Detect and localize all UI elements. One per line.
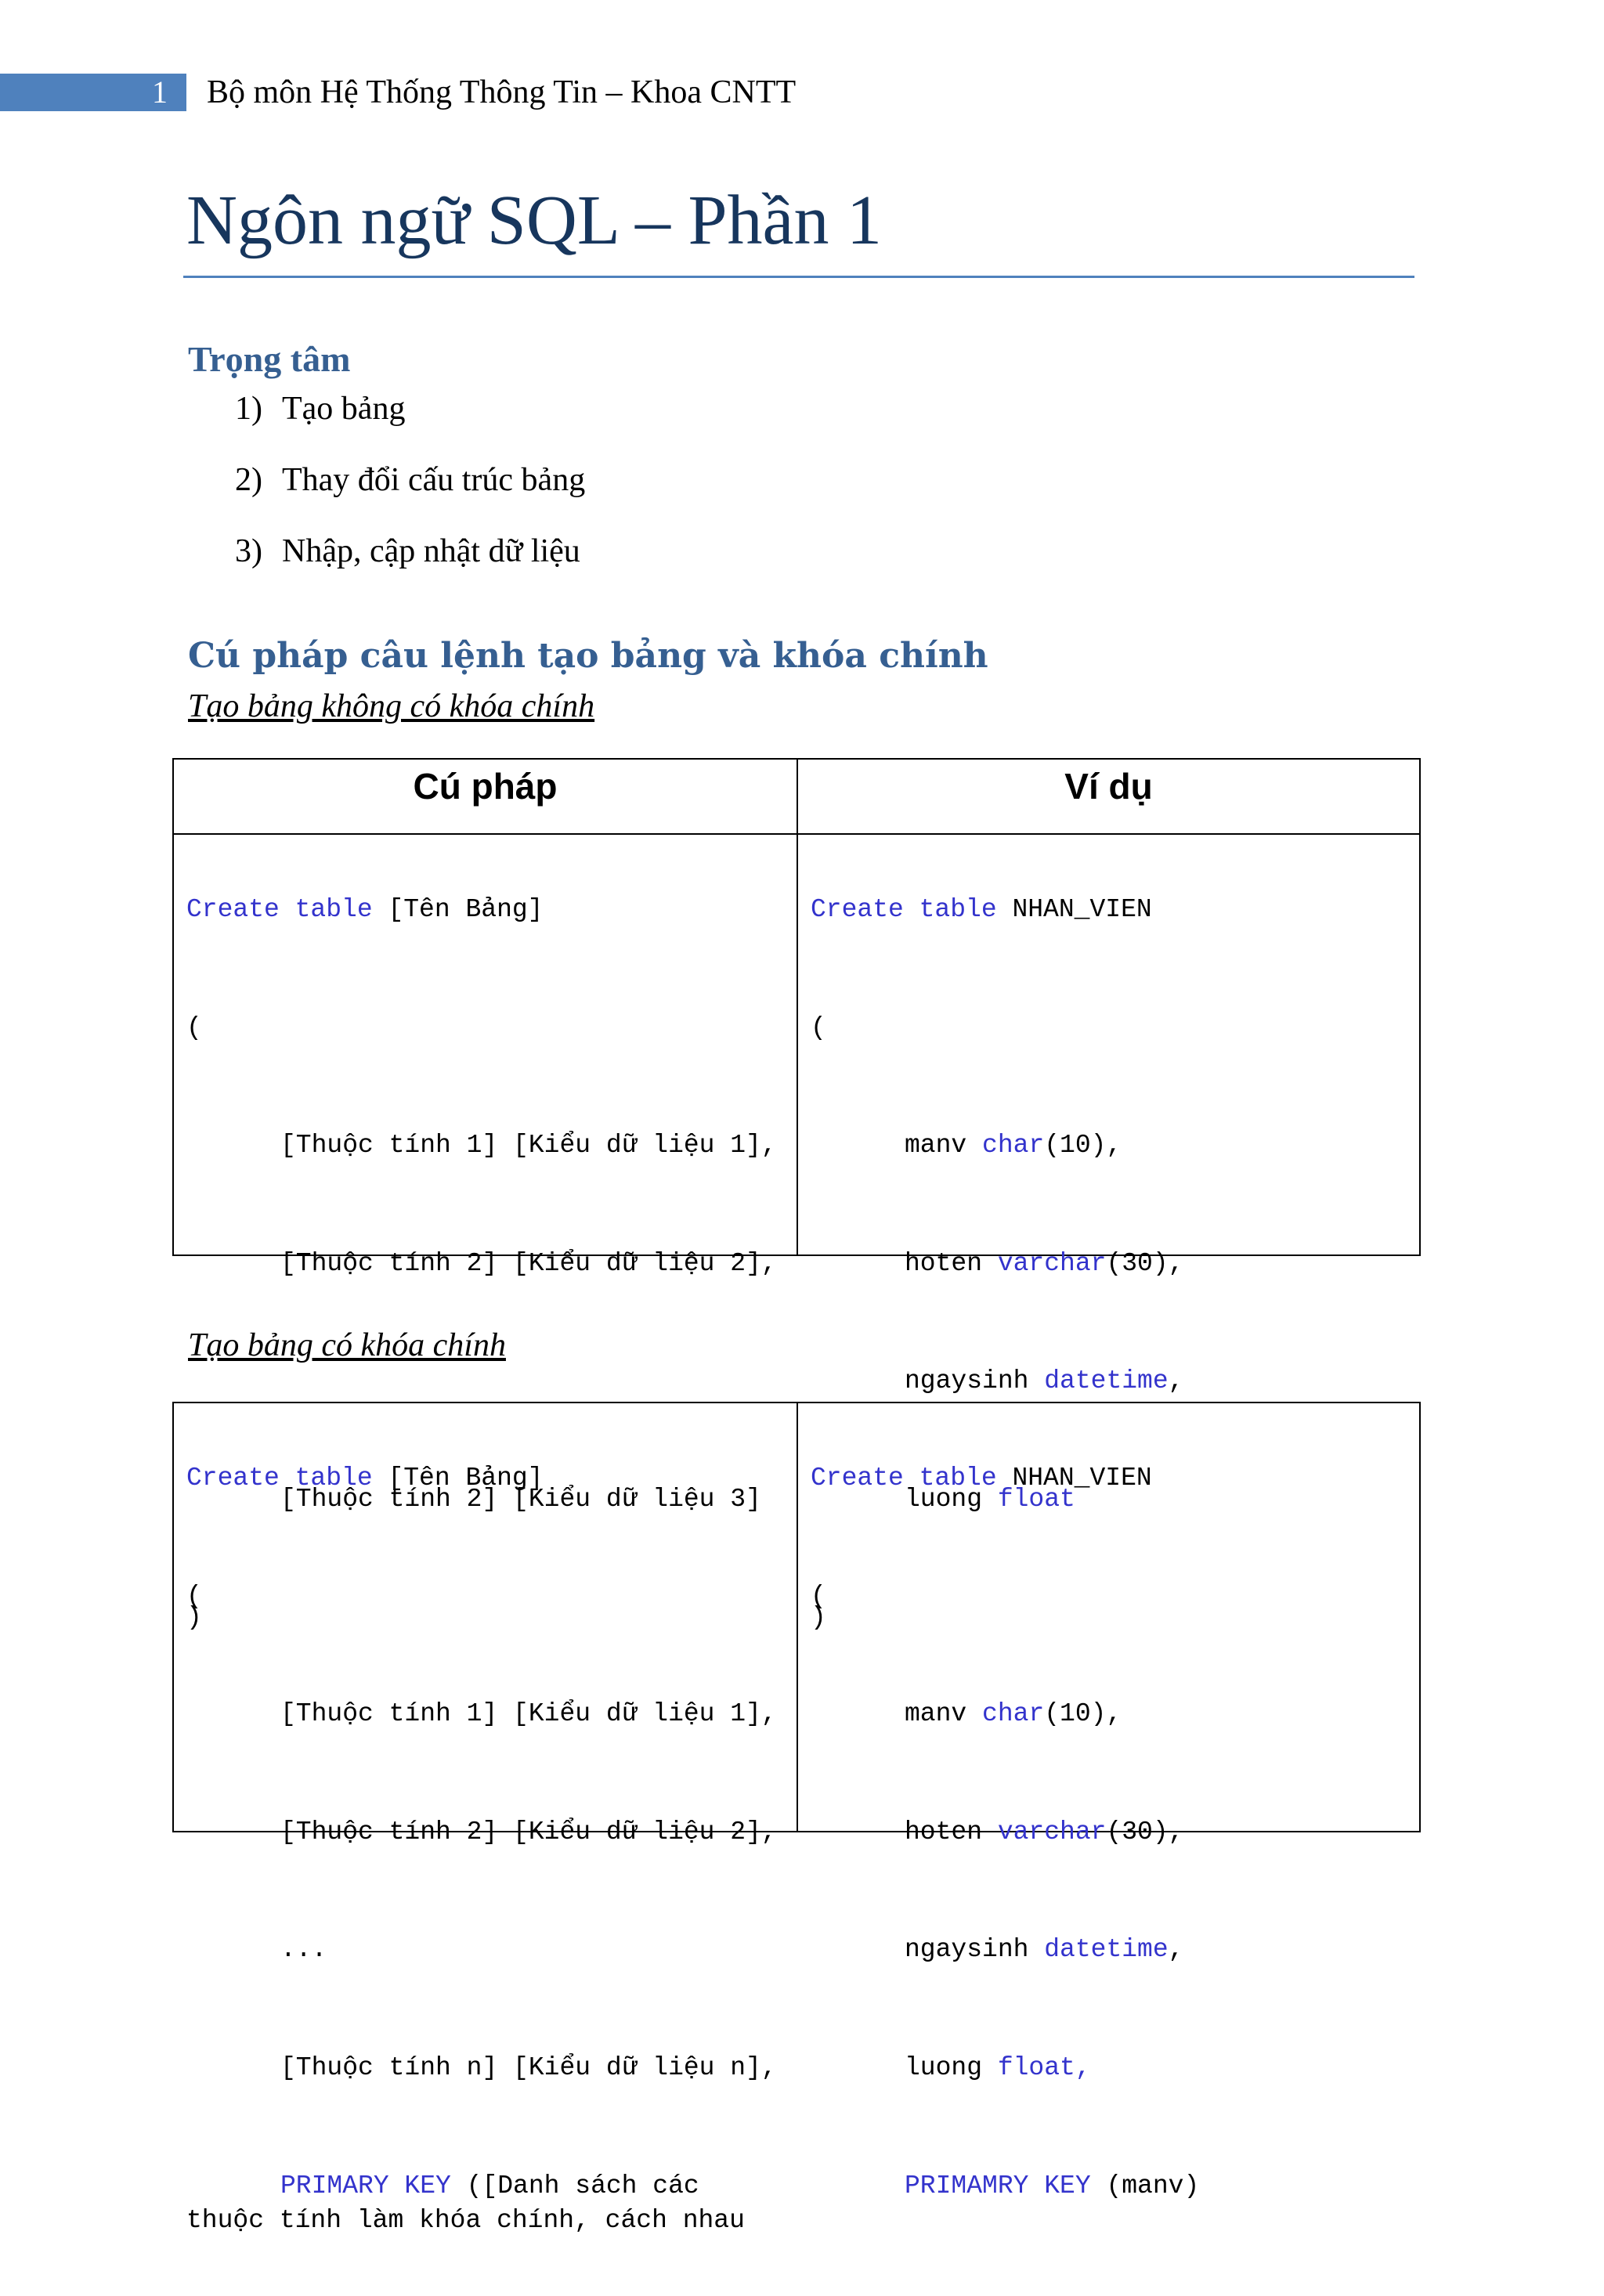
code-line: Create table [Tên Bảng] [186, 895, 544, 924]
code-line: [Thuộc tính 2] [Kiểu dữ liệu 2], [280, 1817, 777, 1847]
code-line: ) [186, 1602, 202, 1632]
list-item: 2) Thay đổi cấu trúc bảng [235, 462, 586, 498]
example-column [798, 1403, 1419, 2200]
code-line: Create table [Tên Bảng] [186, 1464, 544, 1493]
page-number: 1 [152, 74, 168, 110]
code-line: [Thuộc tính 1] [Kiểu dữ liệu 1], [280, 1131, 777, 1161]
focus-heading: Trọng tâm [188, 339, 351, 379]
example-column [798, 760, 1419, 1632]
code-line: [Thuộc tính 2] [Kiểu dữ liệu 3] [280, 1484, 761, 1514]
code-line: ( [186, 1581, 202, 1611]
syntax-heading: Cú pháp câu lệnh tạo bảng và khóa chính [188, 636, 988, 676]
column-header-syntax: Cú pháp [174, 760, 797, 835]
code-block [798, 1403, 1419, 2287]
code-line: Create table NHAN_VIEN [811, 895, 1152, 924]
code-line: [Thuộc tính 2] [Kiểu dữ liệu 2], [280, 1248, 777, 1278]
code-line: ) [811, 1602, 826, 1632]
code-line: Create table NHAN_VIEN [811, 1464, 1152, 1493]
code-line: hoten varchar(30), [905, 1248, 1184, 1278]
code-line: ( [811, 1013, 826, 1042]
list-item: 1) Tạo bảng [235, 391, 406, 427]
header-accent-bar [0, 74, 186, 111]
code-line: manv char(10), [905, 1131, 1122, 1161]
code-line: PRIMAMRY KEY (manv) [905, 2171, 1200, 2200]
code-line: ngaysinh datetime, [905, 1935, 1184, 1965]
page-title: Ngôn ngữ SQL – Phần 1 [186, 182, 882, 259]
title-underline [183, 276, 1414, 278]
code-line: manv char(10), [905, 1699, 1122, 1729]
code-line: ( [811, 1581, 826, 1611]
code-line: PRIMARY KEY ([Danh sách các thuộc tính làm khóa chính, cách nhau [186, 2171, 745, 2235]
syntax-table-with-primary-key [172, 1402, 1421, 2235]
subheading-no-primary-key: Tạo bảng không có khóa chính [188, 688, 595, 724]
code-line: [Thuộc tính 1] [Kiểu dữ liệu 1], [280, 1699, 777, 1729]
code-line: luong float, [905, 2052, 1091, 2082]
code-line: ... [280, 1935, 327, 1965]
code-line: ( [186, 1013, 202, 1042]
code-line: ngaysinh datetime, [905, 1366, 1184, 1396]
code-block [174, 1403, 797, 2296]
column-header-example: Ví dụ [798, 760, 1419, 835]
list-item: 3) Nhập, cập nhật dữ liệu [235, 533, 580, 569]
subheading-with-primary-key: Tạo bảng có khóa chính [188, 1327, 506, 1363]
focus-list [235, 387, 585, 601]
header-title: Bộ môn Hệ Thống Thông Tin – Khoa CNTT [207, 74, 797, 110]
code-line: luong float [905, 1484, 1075, 1514]
code-line: [Thuộc tính n] [Kiểu dữ liệu n], [280, 2052, 777, 2082]
code-line: hoten varchar(30), [905, 1817, 1184, 1847]
syntax-column [174, 1403, 798, 2235]
